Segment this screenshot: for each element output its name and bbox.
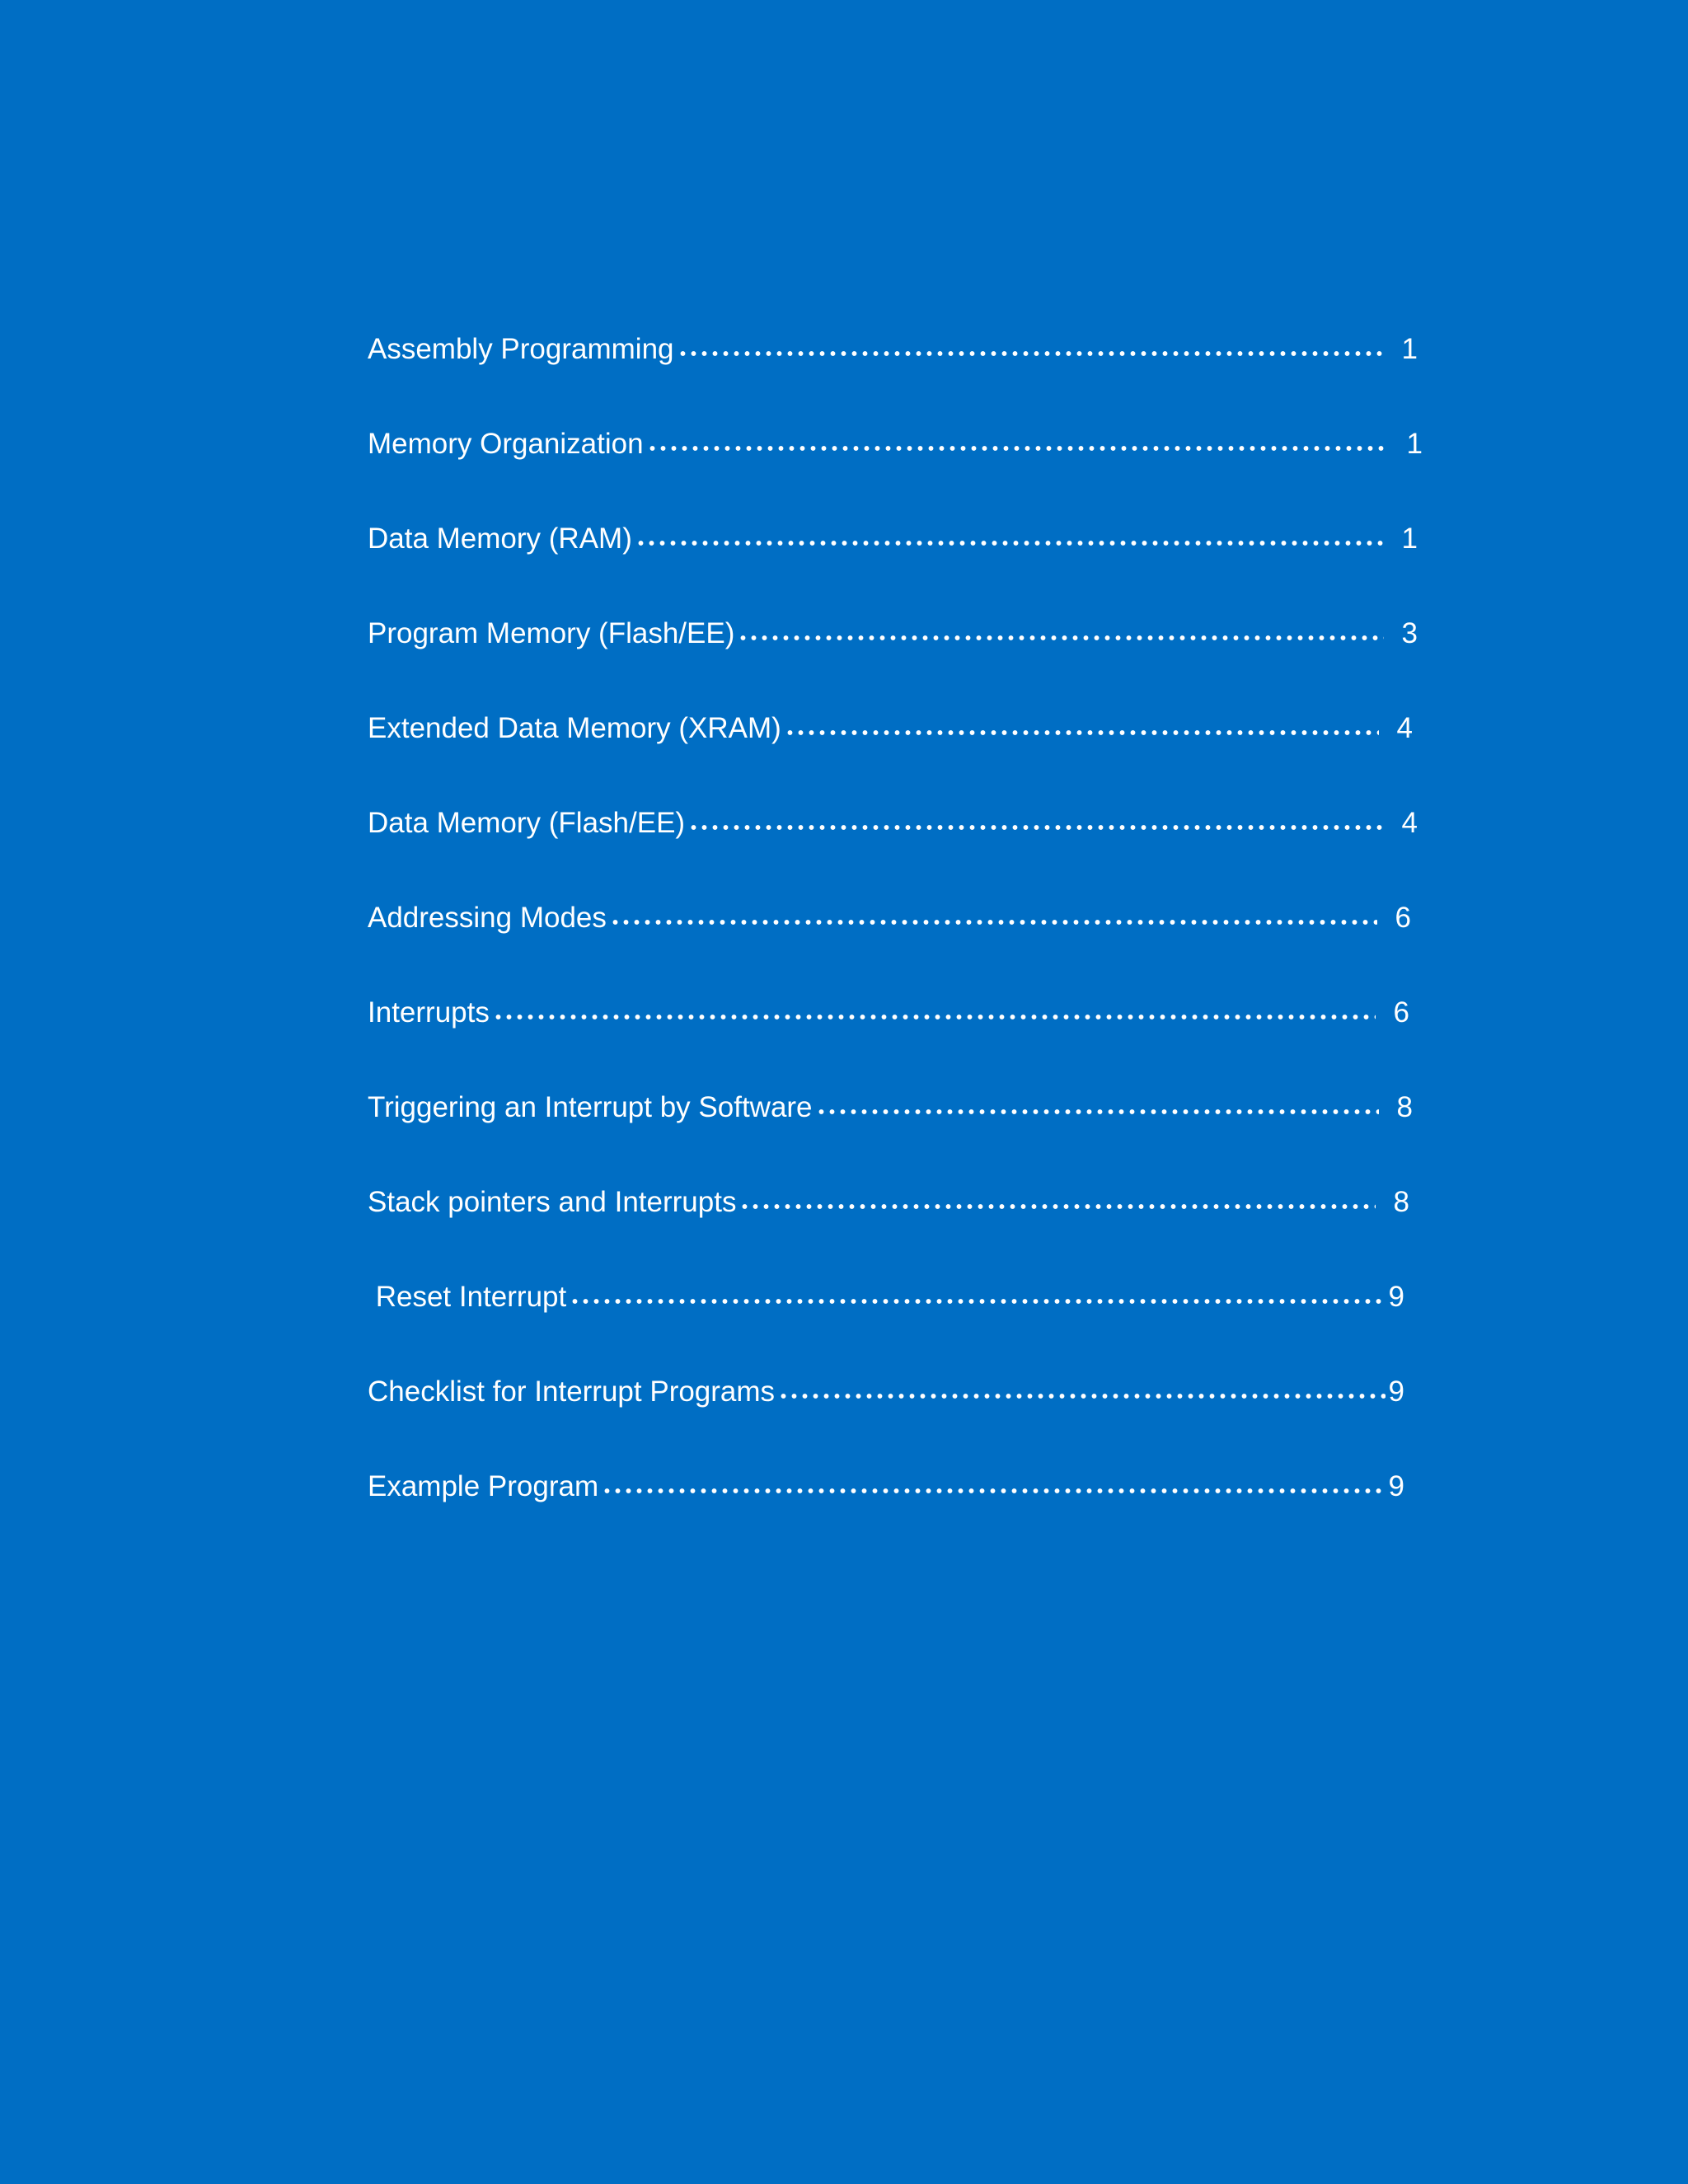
toc-entry-page: 4	[1396, 712, 1413, 744]
toc-entry-title: Example Program	[368, 1470, 599, 1502]
toc-dot-leader	[635, 540, 1384, 546]
toc-dot-leader	[778, 1393, 1385, 1399]
toc-dot-leader	[739, 1203, 1375, 1210]
toc-entry-title: Interrupts	[368, 996, 490, 1029]
toc-entry	[368, 586, 1418, 681]
toc-entry-title: Triggering an Interrupt by Software	[368, 1091, 813, 1123]
toc-entry-page: 9	[1388, 1376, 1404, 1408]
toc-dot-leader	[570, 1298, 1385, 1305]
toc-dot-leader	[785, 729, 1379, 736]
toc-entry	[368, 870, 1411, 965]
toc-entry	[368, 1344, 1404, 1439]
toc-entry	[368, 776, 1418, 870]
toc-entry-title: Checklist for Interrupt Programs	[368, 1376, 776, 1408]
toc-entry-title: Extended Data Memory (XRAM)	[368, 712, 781, 744]
toc-entry	[368, 1155, 1409, 1249]
toc-dot-leader	[493, 1014, 1376, 1020]
toc-entry-page: 4	[1401, 807, 1418, 839]
toc-dot-leader	[602, 1488, 1385, 1494]
toc-entry	[368, 396, 1423, 491]
toc-entry-page: 1	[1401, 333, 1418, 365]
toc-dot-leader	[647, 445, 1389, 452]
toc-dot-leader	[610, 919, 1377, 926]
toc-entry-page: 3	[1401, 617, 1418, 649]
toc-entry	[368, 1439, 1404, 1534]
toc-dot-leader	[816, 1108, 1379, 1115]
toc-dot-leader	[738, 635, 1383, 641]
toc-entry	[368, 1249, 1404, 1344]
toc-entry	[368, 491, 1418, 586]
toc-entry-title: Program Memory (Flash/EE)	[368, 617, 735, 649]
toc-entry-page: 9	[1388, 1470, 1404, 1502]
toc-entry-page: 8	[1393, 1186, 1409, 1218]
toc-entry-title: Data Memory (Flash/EE)	[368, 807, 686, 839]
toc-entry-page: 8	[1396, 1091, 1413, 1123]
toc-entry-page: 9	[1388, 1281, 1404, 1313]
toc-entry	[368, 302, 1418, 396]
toc-dot-leader	[678, 350, 1384, 357]
toc-entry-title: Stack pointers and Interrupts	[368, 1186, 737, 1218]
toc-entry-title: Reset Interrupt	[368, 1281, 567, 1313]
toc-entry-page: 1	[1406, 428, 1423, 460]
toc-entry-page: 1	[1401, 523, 1418, 555]
toc-dot-leader	[688, 824, 1383, 831]
toc-entry	[368, 681, 1413, 776]
toc-entry-title: Data Memory (RAM)	[368, 523, 632, 555]
table-of-contents	[368, 302, 1423, 1534]
toc-entry-page: 6	[1395, 902, 1411, 934]
toc-entry-title: Addressing Modes	[368, 902, 607, 934]
toc-entry-page: 6	[1393, 996, 1409, 1029]
toc-entry-title: Assembly Programming	[368, 333, 674, 365]
toc-entry	[368, 1060, 1413, 1155]
toc-entry-title: Memory Organization	[368, 428, 644, 460]
toc-entry	[368, 965, 1409, 1060]
